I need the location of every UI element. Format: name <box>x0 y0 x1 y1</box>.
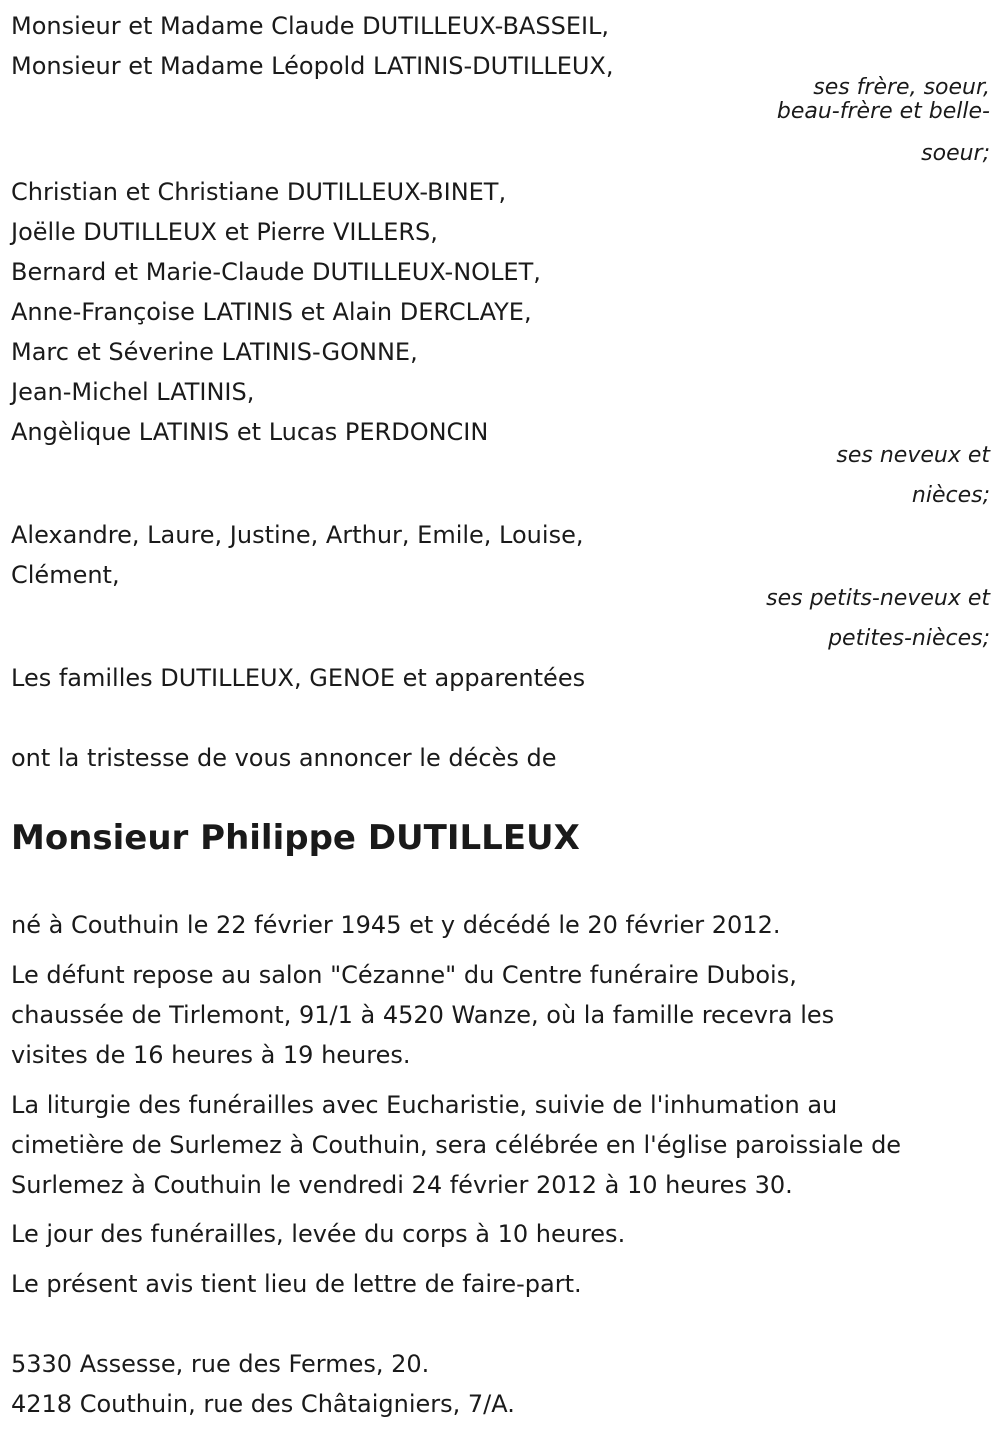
nephew-line: Joëlle DUTILLEUX et Pierre VILLERS, <box>11 218 438 246</box>
relation-siblings-line: beau-frère et belle- <box>776 99 990 124</box>
address-line: 4218 Couthuin, rue des Châtaigniers, 7/A. <box>11 1390 515 1418</box>
liturgy-line: cimetière de Surlemez à Couthuin, sera célébrée en l'église paroissiale de <box>11 1131 902 1159</box>
repose-line: chaussée de Tirlemont, 91/1 à 4520 Wanze, où la famille recevra les <box>11 1001 835 1029</box>
families-line: Les familles DUTILLEUX, GENOE et apparentées <box>11 664 586 692</box>
relation-siblings-line: ses frère, soeur, <box>813 75 990 100</box>
nephew-line: Bernard et Marie-Claude DUTILLEUX-NOLET, <box>11 258 541 286</box>
sibling-line: Monsieur et Madame Claude DUTILLEUX-BASSEIL, <box>11 12 610 40</box>
liturgy-line: La liturgie des funérailles avec Eucharistie, suivie de l'inhumation au <box>11 1091 838 1119</box>
repose-line: visites de 16 heures à 19 heures. <box>11 1041 411 1069</box>
levee-line: Le jour des funérailles, levée du corps à 10 heures. <box>11 1220 626 1248</box>
address-line: 5330 Assesse, rue des Fermes, 20. <box>11 1350 430 1378</box>
liturgy-line: Surlemez à Couthuin le vendredi 24 février 2012 à 10 heures 30. <box>11 1171 793 1199</box>
announcement-line: ont la tristesse de vous annoncer le décès de <box>11 744 557 772</box>
nephew-line: Angèlique LATINIS et Lucas PERDONCIN <box>11 418 489 446</box>
relation-grand-nephews-line: petites-nièces; <box>828 626 990 651</box>
nephew-line: Christian et Christiane DUTILLEUX-BINET, <box>11 178 507 206</box>
relation-nephews-line: ses neveux et <box>836 443 990 468</box>
sibling-line: Monsieur et Madame Léopold LATINIS-DUTILLEUX, <box>11 52 614 80</box>
nephew-line: Jean-Michel LATINIS, <box>11 378 255 406</box>
nephew-line: Anne-Françoise LATINIS et Alain DERCLAYE, <box>11 298 532 326</box>
grand-nephew-line: Clément, <box>11 561 120 589</box>
notice-line: Le présent avis tient lieu de lettre de faire-part. <box>11 1270 582 1298</box>
deceased-name: Monsieur Philippe DUTILLEUX <box>11 818 580 858</box>
birth-death-line: né à Couthuin le 22 février 1945 et y décédé le 20 février 2012. <box>11 911 781 939</box>
relation-siblings-line: soeur; <box>921 141 990 166</box>
relation-nephews-line: nièces; <box>911 483 990 508</box>
nephew-line: Marc et Séverine LATINIS-GONNE, <box>11 338 418 366</box>
repose-line: Le défunt repose au salon "Cézanne" du Centre funéraire Dubois, <box>11 961 797 989</box>
grand-nephew-line: Alexandre, Laure, Justine, Arthur, Emile, Louise, <box>11 521 584 549</box>
relation-grand-nephews-line: ses petits-neveux et <box>766 586 990 611</box>
